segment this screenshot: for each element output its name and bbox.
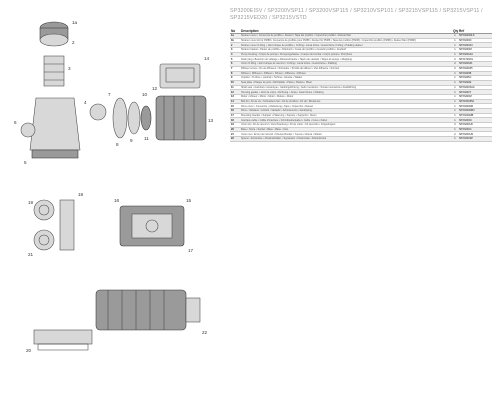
part-number: 8 [230, 71, 240, 76]
part-reference: SPX3200E [458, 80, 492, 85]
table-row [230, 137, 492, 142]
callout-label: 16 [114, 198, 120, 203]
drive-unit-drawing [120, 206, 184, 246]
part-description: Impeller • Turbine • Laufrad • Turbina • Girante • Waaier [240, 76, 452, 81]
part-description: Strainer cover O-Ring • Joint torique de préfiltre • O-Ring • Junta tórica • Guarnizione O-Ring • Pakking deksel [240, 43, 452, 48]
part-quantity: 1 [452, 118, 458, 123]
header-no: No [230, 28, 240, 34]
part-number: 13 [230, 94, 240, 99]
part-number: 1a [230, 34, 240, 39]
part-reference: SPX3200DR [458, 104, 492, 109]
part-description: Mounting bracket • Support • Halterung • Soporte • Supporto • Steun [240, 113, 452, 118]
part-quantity: 1 [452, 76, 458, 81]
callout-label: 12 [152, 86, 158, 91]
part-number: 9 [230, 76, 240, 81]
model-heading-line: SP3215VED20 / SP3215VSTD [230, 15, 307, 21]
callout-label: 22 [202, 330, 208, 335]
part-number: 6 [230, 62, 240, 67]
part-reference: SPX3200B [458, 71, 492, 76]
callout-label: 7 [108, 92, 111, 97]
part-number: 15 [230, 104, 240, 109]
part-description: Strainer cover kit for PM88 • Couvercle de préfiltre pour PM88 • Deckel für PM88 • Tapa del prefiltro (PM88) • Coperchio prefiltro (PM88) • Deksel filter (PM88) [240, 38, 452, 43]
callout-label: 8 [116, 142, 119, 147]
callout-label: 20 [26, 348, 32, 353]
part-reference: SPX3200Z5 [458, 66, 492, 71]
part-description: Union nut • Écrou de raccord • Überwurfmutter • Tuerca • Ghiera • Wartel [240, 132, 452, 137]
callout-label: 17 [188, 248, 194, 253]
callout-label: 5 [24, 160, 27, 165]
callout-label: 10 [142, 92, 148, 97]
part-reference: SPX3200G [458, 127, 492, 132]
part-number: 11 [230, 85, 240, 90]
part-number: 19 [230, 123, 240, 128]
part-number: 14 [230, 99, 240, 104]
part-number: 18 [230, 118, 240, 123]
part-reference: SPX3200MB [458, 113, 492, 118]
part-number: 4 [230, 52, 240, 57]
part-reference: SPX3200SP [458, 137, 492, 142]
callout-label: 1a [72, 20, 78, 25]
callout-label: 18 [78, 192, 84, 197]
part-quantity: 2 [452, 62, 458, 67]
part-reference: SPX3200DRV [458, 109, 492, 114]
part-number: 10 [230, 80, 240, 85]
part-description: Pump housing • Corps de pompe • Pumpengehäuse • Cuerpo de bomba • Corpo pompa • Pomphuis [240, 52, 452, 57]
part-description: Union kit • Kit de raccord • Verschraubung • Kit de unión • Kit raccordo • Koppelingset [240, 123, 452, 128]
base-drawing [34, 330, 92, 350]
part-description: Diffuser screw • Vis de diffuseur • Schraube • Tornillo del difusor • Vite diffusore • Schroef [240, 66, 452, 71]
part-quantity: 2 [452, 132, 458, 137]
part-number: 5 [230, 57, 240, 62]
part-description: Drive • Variateur • Antrieb • Variador • Azionamento • Aandrijving [240, 109, 452, 114]
model-heading-line: SP3200EISV / SP3200VSP11 / SP3200VSP115 / SP3210VSP101 / SP3215VSP115 / SP3215VSP11 / [230, 8, 483, 14]
part-description: Diffuser • Diffuseur • Diffusor • Difusor • Diffusore • Diffuser [240, 71, 452, 76]
part-quantity: 1 [452, 99, 458, 104]
part-number: 7 [230, 66, 240, 71]
header-qty: Qty [453, 28, 459, 33]
part-quantity: 1 [452, 109, 458, 114]
model-heading [230, 8, 492, 22]
part-quantity: 1 [452, 104, 458, 109]
callout-label: 21 [28, 252, 34, 257]
part-reference: SPX3200T [458, 90, 492, 95]
part-reference: SPX1600Z52 [458, 99, 492, 104]
part-quantity: 1 [452, 85, 458, 90]
part-reference: SPX3200Z1 [458, 62, 492, 67]
part-reference: SPX3200M [458, 48, 492, 53]
part-number: 17 [230, 113, 240, 118]
exploded-view-diagram [8, 0, 230, 400]
part-quantity: 1 [452, 94, 458, 99]
part-reference: SPX3205C [458, 76, 492, 81]
part-reference: SPX3200AA [458, 52, 492, 57]
header-description: Description [240, 28, 452, 34]
motor-drawing [156, 64, 206, 140]
callout-label: 4 [84, 100, 87, 105]
part-quantity: 1 [452, 52, 458, 57]
part-quantity: 2 [452, 57, 458, 62]
part-quantity: 1 [452, 127, 458, 132]
callout-label: 13 [208, 118, 214, 123]
part-description: Drain plug • Bouchon de vidange • Ablassschraube • Tapón de vaciado • Tappo di spurgo • Aftapplug [240, 57, 452, 62]
part-number: 2 [230, 43, 240, 48]
part-reference: SPX3200M [458, 94, 492, 99]
part-description: Bolt kit • Kit de vis • Schrauben-Set • Kit de tornillos • Kit viti • Boutenset [240, 99, 452, 104]
part-description: Housing gasket • Joint de corps • Dichtung • Junta • Guarnizione • Pakking [240, 90, 452, 95]
part-number: 12 [230, 90, 240, 95]
part-reference: SPX3200SAA [458, 85, 492, 90]
part-quantity: 2 [452, 66, 458, 71]
part-quantity: 1 [452, 137, 458, 142]
part-quantity: 2 [452, 123, 458, 128]
parts-table [230, 28, 492, 142]
motor-side-view-drawing [96, 290, 200, 330]
part-quantity: 1 [452, 38, 458, 43]
callout-label: 2 [72, 40, 75, 45]
pump-housing-drawing [21, 98, 106, 158]
part-quantity: 1 [452, 43, 458, 48]
part-description: Drive cover • Couvercle • Abdeckung • Tapa • Coperchio • Deksel [240, 104, 452, 109]
part-description: Base • Socle • Sockel • Base • Base • Voet [240, 127, 452, 132]
part-description: Seal plate • Plaque de joint • Dichtplatte • Placa • Piastra • Plaat [240, 80, 452, 85]
part-reference: SPX3200DLS [458, 34, 492, 39]
part-quantity: 1 [452, 34, 458, 39]
part-quantity: 1 [452, 90, 458, 95]
part-quantity: 1 [452, 113, 458, 118]
part-description: Motor • Moteur • Motor • Motor • Motore • Motor [240, 94, 452, 99]
strainer-cover-drawing [40, 22, 68, 46]
callout-label: 3 [68, 66, 71, 71]
part-number: 22 [230, 137, 240, 142]
part-number: 3 [230, 48, 240, 53]
part-quantity: 1 [452, 71, 458, 76]
part-number: 16 [230, 109, 240, 114]
part-description: Strainer cover • Couvercle de préfiltre • Deckel • Tapa del prefiltro • Coperchio prefiltro • Deksel filter [240, 34, 452, 39]
callout-label: 11 [144, 136, 149, 141]
impeller-assembly-drawing [113, 98, 151, 138]
part-reference: SPX3200UN [458, 132, 492, 137]
part-number: 21 [230, 132, 240, 137]
part-reference: SPX1700FG [458, 57, 492, 62]
part-quantity: 1 [452, 80, 458, 85]
part-number: 1b [230, 38, 240, 43]
part-description: Union O-Ring • Joint torique de raccord • O-Ring • Junta tórica • Guarnizione • Pakking [240, 62, 452, 67]
part-number: 20 [230, 127, 240, 132]
part-description: Strainer basket • Panier de préfiltre • Filterkorb • Cesta del prefiltro • Cestello prefiltro • Zeefkorf [240, 48, 452, 53]
part-description: Interface cable • Câble d'interface • Schnittstellenkabel • Cable • Cavo • Kabel [240, 118, 452, 123]
union-fittings-drawing [34, 200, 74, 250]
callout-label: 15 [186, 198, 192, 203]
part-reference: SPX3200D [458, 38, 492, 43]
part-reference: SPX3200Z4 [458, 43, 492, 48]
part-reference: SPX3200UK [458, 123, 492, 128]
part-quantity: 1 [452, 48, 458, 53]
part-description: Shaft seal • Garniture mécanique • Gleitringdichtung • Sello mecánico • Tenuta meccanica • Asafdichting [240, 85, 452, 90]
callout-label: 19 [28, 200, 34, 205]
callout-label: 9 [130, 138, 133, 143]
part-reference: SPX3200IC [458, 118, 492, 123]
header-ref: Ref [458, 28, 492, 34]
callout-label: 14 [204, 56, 210, 61]
callout-label: 6 [14, 120, 17, 125]
parts-list-panel [230, 8, 492, 142]
part-description: Spacer • Entretoise • Abstandshalter • Separador • Distanziale • Afstandsstuk [240, 137, 452, 142]
strainer-basket-drawing [44, 56, 64, 86]
